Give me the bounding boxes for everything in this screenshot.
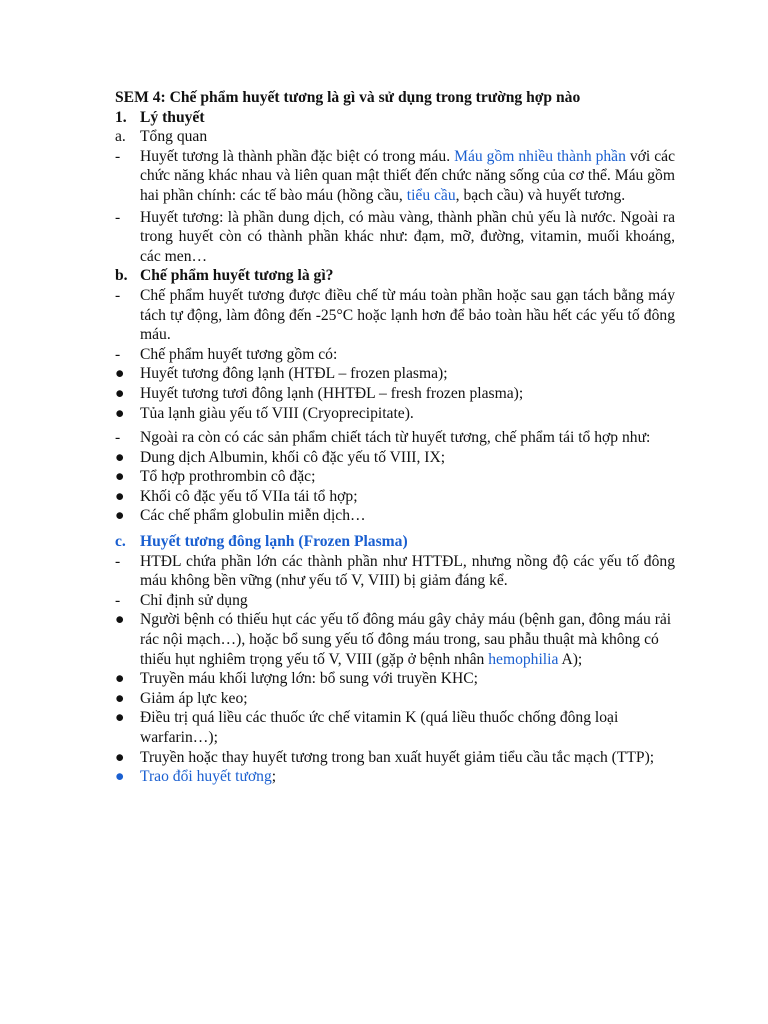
bullet-marker: ●: [115, 365, 125, 383]
section-heading-text: Lý thuyết: [140, 108, 205, 126]
dash-marker: -: [115, 345, 121, 363]
list-item-text: Điều trị quá liều các thuốc ức chế vitamin K (quá liều thuốc chống đông loại warfarin…);: [140, 709, 619, 746]
subsection-heading-link[interactable]: Huyết tương đông lạnh (Frozen Plasma): [140, 533, 408, 551]
list-item-text: Huyết tương tươi đông lạnh (HHTĐL – fresh frozen plasma);: [140, 384, 524, 402]
bullet-marker: ●: [115, 689, 125, 707]
dash-marker: -: [115, 286, 121, 304]
list-item-text: Truyền hoặc thay huyết tương trong ban xuất huyết giảm tiểu cầu tắc mạch (TTP);: [140, 748, 655, 766]
list-item-text: Tổ hợp prothrombin cô đặc;: [140, 468, 316, 486]
paragraph-text: với các chức năng khác nhau và liên quan mật thiết đến chức năng sống của cơ thể. Máu gồm hai phần chính: các tế bào máu (hồng cầu,: [140, 147, 675, 204]
list-item-text: ;: [271, 768, 277, 786]
list-item: [115, 610, 675, 669]
paragraph-plasma-types-intro: [115, 345, 675, 365]
document-body: [115, 88, 675, 787]
paragraph-derived-products: [115, 428, 675, 448]
list-item: [115, 689, 675, 709]
dash-marker: -: [115, 552, 121, 570]
dash-marker: -: [115, 208, 121, 226]
paragraph-overview-2: [115, 208, 675, 267]
bullet-marker: ●: [115, 611, 125, 629]
paragraph-text: HTĐL chứa phần lớn các thành phần như HTTĐL, nhưng nồng độ các yếu tố đông máu không bền vững (như yếu tố V, VIII) bị giảm đáng kể.: [140, 552, 675, 590]
list-item-text: A);: [558, 650, 583, 668]
section-1-heading: [115, 108, 675, 128]
subsection-marker: a.: [115, 128, 126, 146]
list-item: [115, 467, 675, 487]
section-marker: 1.: [115, 108, 127, 126]
list-item: [115, 506, 675, 526]
list-item-text: Các chế phẩm globulin miễn dịch…: [140, 507, 366, 525]
list-item-text: Huyết tương đông lạnh (HTĐL – frozen plasma);: [140, 365, 448, 383]
bullet-marker: ●: [115, 748, 125, 766]
list-item-text: Khối cô đặc yếu tố VIIa tái tổ hợp;: [140, 487, 358, 505]
list-item-text: Giảm áp lực keo;: [140, 689, 248, 707]
bullet-marker: ●: [115, 507, 125, 525]
paragraph-text: Huyết tương là thành phần đặc biệt có trong máu.: [140, 147, 455, 165]
paragraph-text: Chỉ định sử dụng: [140, 591, 248, 609]
paragraph-indications: [115, 591, 675, 611]
list-item: [115, 448, 675, 468]
subsection-heading-text: Tổng quan: [140, 128, 208, 146]
list-item: [115, 384, 675, 404]
subsection-marker: b.: [115, 267, 128, 285]
bullet-marker: ●: [115, 384, 125, 402]
list-item: [115, 669, 675, 689]
paragraph-text: , bạch cầu) và huyết tương.: [455, 186, 626, 204]
list-item: [115, 748, 675, 768]
paragraph-text: Ngoài ra còn có các sản phẩm chiết tách từ huyết tương, chế phẩm tái tổ hợp như:: [140, 429, 651, 447]
link-hemophilia[interactable]: hemophilia: [488, 650, 559, 668]
link-platelets[interactable]: tiểu cầu: [406, 186, 456, 204]
list-item: [115, 708, 675, 747]
list-item: [115, 767, 675, 787]
list-item-text: Truyền máu khối lượng lớn: bổ sung với truyền KHC;: [140, 670, 478, 688]
paragraph-frozen-plasma: [115, 552, 675, 591]
list-item-text: Tủa lạnh giàu yếu tố VIII (Cryoprecipitate).: [140, 404, 414, 422]
list-item: [115, 364, 675, 384]
bullet-marker: ●: [115, 670, 125, 688]
bullet-marker: ●: [115, 404, 125, 422]
subsection-c-heading: [115, 532, 675, 552]
bullet-marker: ●: [115, 487, 125, 505]
list-item-text: Dung dịch Albumin, khối cô đặc yếu tố VIII, IX;: [140, 448, 446, 466]
dash-marker: -: [115, 147, 121, 165]
subsection-marker: c.: [115, 533, 126, 551]
document-title: SEM 4: Chế phẩm huyết tương là gì và sử dụng trong trường hợp nào: [115, 89, 581, 106]
paragraph-text: Chế phẩm huyết tương gồm có:: [140, 345, 338, 363]
bullet-marker: ●: [115, 768, 125, 786]
link-blood-components[interactable]: Máu gồm nhiều thành phần: [454, 147, 626, 165]
bullet-marker: ●: [115, 468, 125, 486]
paragraph-overview-1: [115, 147, 675, 206]
dash-marker: -: [115, 429, 121, 447]
subsection-b-heading: [115, 266, 675, 286]
paragraph-text: Chế phẩm huyết tương được điều chế từ máu toàn phần hoặc sau gạn tách bằng máy tách tự động, làm đông đến -25°C hoặc lạnh hơn để bảo toàn hầu hết các yếu tố đông máu.: [140, 286, 675, 344]
list-item-text: Người bệnh có thiếu hụt các yếu tố đông máu gây chảy máu (bệnh gan, đông máu rải rác nội mạch…), hoặc bổ sung yếu tố đông máu trong, sau phẫu thuật mà không có thiếu hụt nghiêm trọng yếu tố V, VIII (gặp ở bệnh nhân: [140, 611, 672, 668]
dash-marker: -: [115, 591, 121, 609]
subsection-a-heading: [115, 127, 675, 147]
paragraph-plasma-def: [115, 286, 675, 345]
link-plasma-exchange[interactable]: Trao đổi huyết tương: [140, 768, 272, 786]
paragraph-text: Huyết tương: là phần dung dịch, có màu vàng, thành phần chủ yếu là nước. Ngoài ra trong huyết còn có thành phần khác như: đạm, mỡ, đường, vitamin, muối khoáng, các men…: [140, 208, 675, 265]
list-item: [115, 404, 675, 424]
subsection-heading-text: Chế phẩm huyết tương là gì?: [140, 267, 334, 285]
bullet-marker: ●: [115, 709, 125, 727]
bullet-marker: ●: [115, 448, 125, 466]
list-item: [115, 487, 675, 507]
